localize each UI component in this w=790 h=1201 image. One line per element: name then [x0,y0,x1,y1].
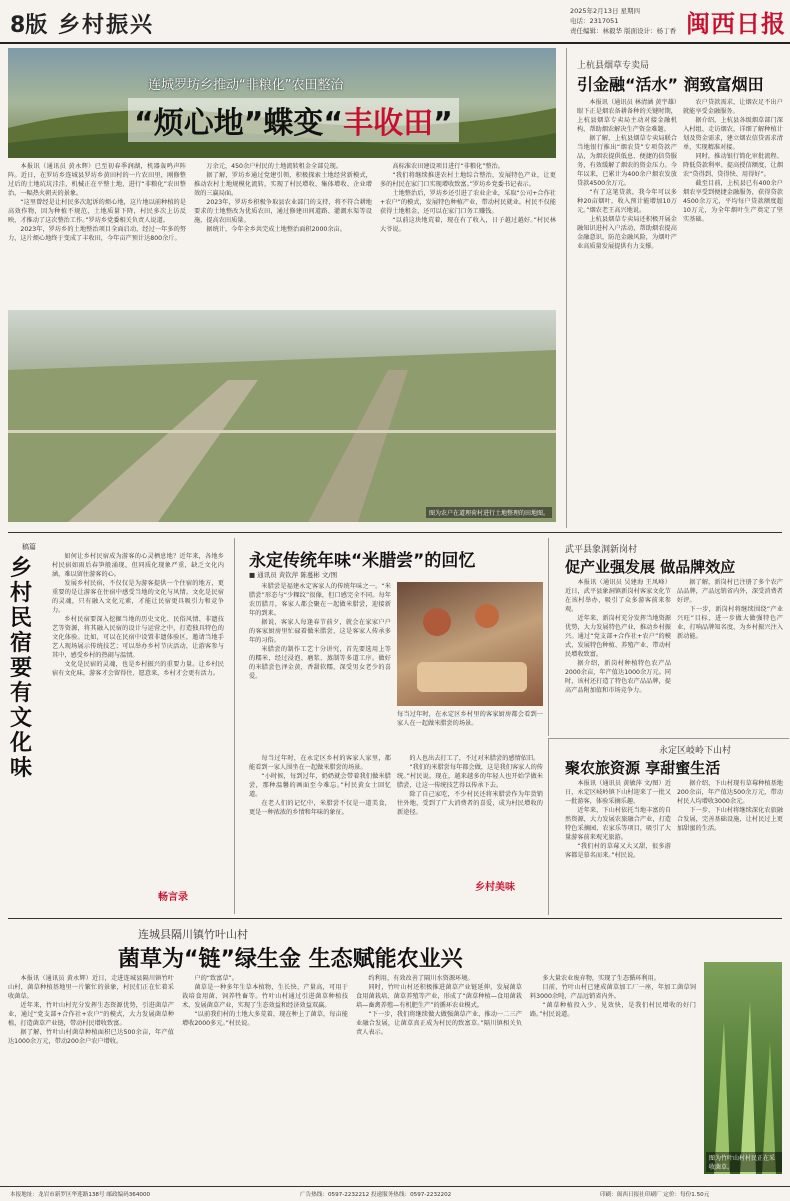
footer-print: 印刷：闽西日报社印刷厂 定价：每份1.50元 [600,1192,710,1198]
article-xiashan [548,738,789,915]
milaxiang-photo-caption: 每当过年时，在永定区乡村里的客家厨房都会看到一家人在一起做米腊尝的场景。 [397,711,543,727]
essay-body: 如何让乡村民宿成为游客的心灵栖息地？近年来，各地乡村民宿如雨后春笋般涌现，但同质化现象严重，缺乏文化内涵，难以留住游客的心。 发展乡村民宿，不仅仅是为游客提供一个住宿的地方，更重要的是让游客在住宿中感受当地的文化与风情。文化是民宿的灵魂，只有融入文化元素，才能让民宿更具吸引力和竞争力。 乡村民宿要深入挖掘当地的历史文化、民俗风情、非遗技艺等资源，将其融入民宿的设计与运营之中，打造独具特色的文化体验。比如，可以在民宿中设置非遗体验区，邀请当地手艺人现场展示传统技艺；可以举办乡村节庆活动，让游客参与其中，感受乡村的热闹与温情。 文化是民宿的灵魂，也是乡村振兴的重要力量。让乡村民宿有文化味，游客才会留得住、愿意来，乡村才会更有活力。 [52,553,224,677]
juncao-body-col2: 户的“致富草”。 菌草是一种多年生草本植物，生长快、产量高，可用于栽培食用菌、饲养牲畜等。竹叶山村通过引进菌草种植技术，发展菌草产业，实现了生态效益和经济效益双赢。 “以前我们村的土地大多荒着，现在种上了菌草，每亩能增收2000多元。”村民说。 [182,975,348,1027]
section-title: 乡村振兴 [58,13,155,38]
juncao-kicker: 连城县隔川镇竹叶山村 [138,928,248,941]
tel: 电话：2317051 [570,17,619,25]
wuping-kicker: 武平县象洞新岗村 [565,545,638,555]
article-tobacco [566,48,789,528]
tobacco-title: 引金融“活水” 润致富烟田 [577,75,764,94]
essay-author: 畅言录 [158,892,188,903]
editor: 责任编辑：林毅华 版面设计：杨丁香 [570,27,677,35]
footer-address: 本报地址：龙岩市新罗区华莲路138号 邮政编码364000 [10,1192,151,1198]
article-milaxiang [234,538,545,914]
milaxiang-body-col2: 每当过年时，在永定区乡村的客家人家里，都能看到一家人围坐在一起做米腊尝的场景。 “小时候，每到过年，奶奶就会带着我们做米腊尝，那种温馨的画面至今难忘。”村民黄女士回忆道。 在老人们的记忆中，米腊尝不仅是一道美食，更是一种浓浓的乡情和年味的象征。 [249,755,391,816]
grass-illustration [704,962,782,1174]
lead-body-col1: 本报讯（通讯员 黄永辉）已至初春季润湖，机器轰鸣声阵阵。近日，在罗坊乡连城县罗坊乡黄田村的一片农田里，刚修整过后的土地坑坑洼洼，机械正在平整土地，进行“非粮化”农田整治，一幅热火朝天的景象。 “这里曾经是让村民多次起诉的烦心地，这片地以前种植的是高效作物，因为种植不规范，土地质量下降，村民多次上访反映，才推动了这次整治工作。”罗坊乡党委相关负责人说道。 2023年，罗坊乡的土地整治项目全面启动，经过一年多的努力，这片烦心地终于变成了丰收田，今年亩产预计达800余斤。 [8,163,186,242]
divider [8,532,782,533]
juncao-body-col3: 约利用，有效改善了隔川水资源环境。 同时，竹叶山村还积极推进菌草产业链延伸，发展菌草食用菌栽培、菌草养殖等产业，形成了“菌草种植—食用菌栽培—畜禽养殖—有机肥生产”的循环农业模式。 “下一步，我们将继续做大做强菌草产业，推动一二三产业融合发展，让菌草真正成为村民的致富草。”隔川镇相关负责人表示。 [356,975,522,1036]
wuping-title: 促产业强发展 做品牌效应 [565,558,736,576]
article-juncao [8,922,782,1184]
lead-photo-caption: 图为农户在道理荷村进行土地整理的田地图。 [426,507,552,518]
juncao-photo [704,962,782,1174]
lead-kicker: 连城罗坊乡推动“非粮化”农田整治 [148,78,344,93]
footer [0,1186,790,1201]
milaxiang-body-col3: 的人也出去打工了，不过对米腊尝的感情依旧。 “我们的米腊尝每年都会做，这是我们客家人的传统。”村民说。现在，越来越多的年轻人也开始学做米腊尝，让这一传统技艺得以传承下去。 除了自己家吃，不少村民还将米腊尝作为年货销往外地，受到了广大消费者的喜爱，成为村民增收的新途径。 [397,755,543,816]
xiashan-kicker: 永定区岐岭下山村 [659,746,732,756]
tobacco-body-col2: 农户贷款需求，让烟农足不出户就能享受金融服务。 据介绍，上杭县各级烟草部门深入村组、走访烟农，详细了解种植计划及资金需求，建立烟农信贷需求清单，实现精准对接。 同时，推动银行简化审批流程、降低贷款利率、提高授信额度，让烟农“贷得到、贷得快、用得好”。 截至目前，上杭县已有400余户烟农享受到便捷金融服务，获得贷款4500余万元，平均每户贷款额度超10万元，为全年烟叶生产奠定了坚实基础。 [683,99,783,223]
lead-body-col3: 高标准农田建设项目进行“非粮化”整治。 “我们将继续推进农村土地综合整治，发展特色产业，让更多的村民在家门口实现增收致富。”罗坊乡党委书记表示。 土地整治后，罗坊乡还引进了农业企业，采取“公司+合作社+农户”的模式，发展特色种植产业，带动村民就业。村民不仅能获得土地租金，还可以在家门口务工赚钱。 “以前这块地荒着，现在有了收入，日子越过越好。”村民林大爷说。 [380,163,556,233]
milaxiang-tag: 乡村美味 [475,882,515,893]
milaxiang-byline: ■ 通讯员 黄钦萍 陈蔓彬 文/图 [249,571,338,579]
milaxiang-title: 永定传统年味“米腊尝”的回忆 [249,551,476,571]
lead-photo [8,48,556,158]
wuping-body-col2: 据了解，新岗村已注册了多个农产品品牌，产品远销省内外，深受消费者好评。 下一步，新岗村将继续围绕“产业兴旺”目标，进一步做大做强特色产业，打响品牌知名度，为乡村振兴注入新动能。 [677,579,783,640]
xiashan-body-col2: 据介绍，下山村现有草莓种植基地200余亩，年产值达500余万元，带动村民人均增收3000余元。 下一步，下山村将继续深化农旅融合发展，完善基础设施，让村民过上更加甜蜜的生活。 [677,780,783,832]
juncao-body-col4: 多大量农业废弃物，实现了生态循环利用。 目前，竹叶山村已建成菌草加工厂一座，年加工菌草饲料3000余吨，产品远销省内外。 “菌草种植投入少、见效快，是我们村民增收的好门路。”村民说道。 [530,975,696,1018]
essay-label: 稿篇 [22,543,36,551]
tobacco-body-col1: 本报讯（通讯员 林清涵 黄宇雄）眼下正是烟农备耕备种的关键时期，上杭县烟草专卖局主动对接金融机构，帮助烟农解决生产资金难题。 据了解，上杭县烟草专卖局联合当地银行推出“烟农贷”专项贷款产品，为烟农提供低息、便捷的信贷服务，有效缓解了烟农的资金压力。今年以来，已累计为400余户烟农发放贷款4500余万元。 “有了这笔贷款，我今年可以多种20亩烟叶，收入预计能增加10万元。”烟农老王高兴地说。 上杭县烟草专卖局还积极开展金融知识进村入户活动，帮助烟农提高金融意识，防范金融风险，为烟叶产业高质量发展提供有力支撑。 [577,99,677,250]
xiashan-body-col1: 本报讯（通讯员 黄敏萍 文/图）近日，永定区岐岭镇下山村迎来了一批又一批游客，体验采摘乐趣。 近年来，下山村依托当地丰富的自然资源，大力发展农旅融合产业，打造特色采摘园、农家乐等项目，吸引了大量游客前来观光旅游。 “我们村的草莓又大又甜，很多游客都是慕名而来。”村民说。 [565,780,671,859]
issue-date: 2025年2月13日 星期四 [570,7,641,15]
lead-photo-large [8,310,556,522]
juncao-title: 菌草为“链”绿生金 生态赋能农业兴 [118,947,463,972]
milaxiang-photo [397,582,543,706]
wuping-body-col1: 本报讯（通讯员 吴建海 王凤峰）近日，武平县象洞镇新岗村客家文化节在该村举办，吸引了众多游客前来参观。 近年来，新岗村充分发挥当地资源优势，大力发展特色产业，推动乡村振兴。通过“党支部+合作社+农户”的模式，发展特色种植、养殖产业，带动村民增收致富。 据介绍，新岗村种植特色农产品2000余亩，年产值达1000余万元。同时，该村还打造了特色农产品品牌，提高产品附加值和市场竞争力。 [565,579,671,694]
page-number: 8版 [10,13,48,38]
juncao-photo-caption: 图为竹叶山村村民正在采收菌草。 [706,1152,782,1172]
cooking-scene-illustration [397,582,543,706]
footer-hotline: 广告热线：0597-2232212 投递服务热线：0597-2232202 [300,1192,452,1198]
milaxiang-body-col1: 米腊尝是福建永定客家人的传统年味之一。“米腊尝”形态与“少粿纹”很像，但口感完全不同。每年农历腊月，客家人都会聚在一起做米腊尝，迎接新年的到来。 据说，客家人每逢春节前夕，就会在家家户户的客家厨房里忙碌着做米腊尝，这是客家人传承多年的习俗。 米腊尝的制作工艺十分讲究，首先要选用上等的糯米，经过浸泡、磨浆、蒸制等多道工序。做好的米腊尝色泽金黄，香甜软糯，深受男女老少的喜爱。 [249,583,391,680]
article-wuping [548,538,789,736]
masthead [0,0,790,44]
article-lead [8,48,556,528]
xiashan-title: 聚农旅资源 享甜蜜生活 [565,759,721,777]
paper-logo: 闽西日报 [686,9,786,38]
tobacco-kicker: 上杭县烟草专卖局 [577,61,650,71]
farmland-illustration [8,310,556,522]
lead-body-col2: 万余元，450余户村民的土地流转租金全部兑现。 据了解，罗坊乡通过党建引领，积极探索土地经营新模式，推动农村土地规模化流转，实现了村民增收、集体增收、企业增效的三赢局面。 2023年，罗坊乡积极争取县农业部门的支持，将不符合耕地要求的土地整改为优质农田，通过修建田间道路、灌溉水渠等设施，提高农田质量。 据统计，今年全乡共完成土地整治面积2000余亩。 [194,163,372,233]
lead-title: “烦心地”蝶变“丰收田” [128,98,459,142]
article-essay [8,538,228,914]
juncao-body-col1: 本报讯（通讯员 黄永辉）近日，走进连城县隔川镇竹叶山村，菌草种植基地里一片繁忙的景象，村民们正在忙着采收菌草。 近年来，竹叶山村充分发挥生态资源优势，引进菌草产业，通过“党支部+合作社+农户”的模式，大力发展菌草种植，打造菌草产业链，带动村民增收致富。 据了解，竹叶山村菌草种植面积已达500余亩，年产值达1000余万元，带动200余户农户增收。 [8,975,174,1045]
divider-bottom [8,918,782,919]
essay-title: 乡村民宿要有文化味 [10,556,33,781]
